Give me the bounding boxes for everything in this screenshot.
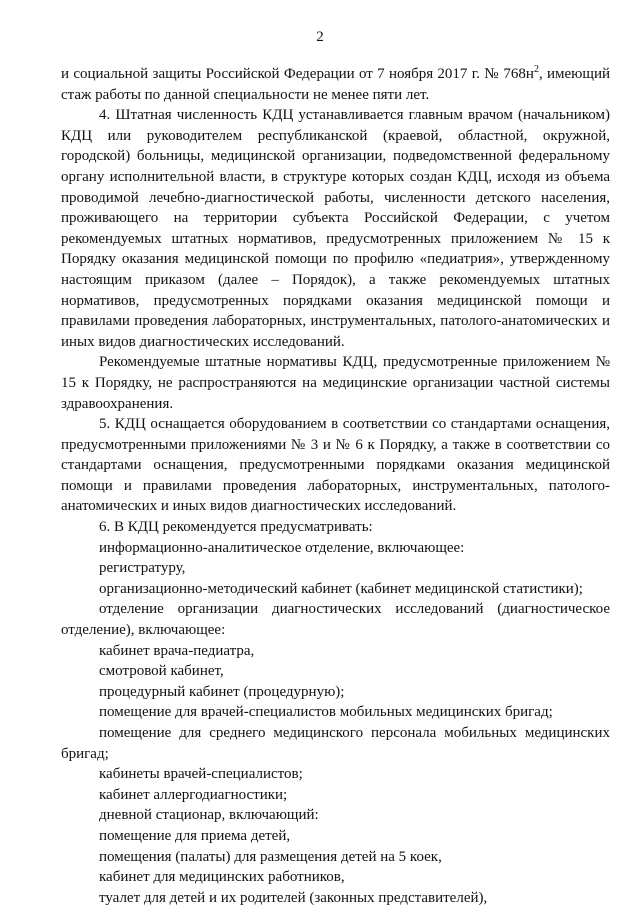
- list-item: кабинет врача-педиатра,: [99, 642, 255, 659]
- list-item: информационно-аналитическое отделение, включающее:: [99, 539, 465, 556]
- list-item: отделение организации диагностических исследований (диагностическое отделение), включающее:: [61, 601, 610, 639]
- list-item: помещение для среднего медицинского персонала мобильных медицинских бригад;: [61, 725, 610, 762]
- list-item: дневной стационар, включающий:: [99, 807, 319, 824]
- paragraph-text: , имеющий стаж работы по данной специальности не менее пяти лет.: [61, 66, 610, 103]
- paragraph-continuation: [61, 64, 610, 105]
- list-item: помещение для врачей-специалистов мобильных медицинских бригад;: [99, 704, 553, 721]
- list-item: помещения (палаты) для размещения детей на 5 коек,: [99, 848, 442, 865]
- page-number: 2: [316, 29, 324, 45]
- paragraph-item-4: 4. Штатная численность КДЦ устанавливается главным врачом (начальником) КДЦ или руководителем республиканской (краевой, областной, окружной, городской) больницы, медицинской организации, подведомственной федеральному органу исполнительной власти, в структуре которых создан КДЦ, исходя из объема проводимой лечебно-диагностической работы, численности детского населения, проживающего на территории субъекта Российской Федерации, с учетом рекомендуемых штатных нормативов, предусмотренных приложением № 15 к Порядку оказания медицинской помощи по профилю «педиатрия», утвержденному настоящим приказом (далее – Порядок), а также рекомендуемых штатных нормативов, предусмотренных порядками оказания медицинской помощи и правилами проведения лабораторных, инструментальных, патолого-анатомических и иных видов диагностических исследований.: [61, 107, 610, 350]
- list-item: регистратуру,: [99, 560, 186, 577]
- list-item: кабинет для медицинских работников,: [99, 869, 345, 886]
- list-item: туалет для детей и их родителей (законных представителей),: [99, 889, 488, 906]
- list-item: кабинет аллергодиагностики;: [99, 786, 288, 803]
- document-body: [61, 64, 610, 908]
- paragraph-item-5: 5. КДЦ оснащается оборудованием в соответствии со стандартами оснащения, предусмотренными приложениями № 3 и № 6 к Порядку, а также в соответствии со стандартами оснащения, предусмотренными порядками оказания медицинской помощи и правилами проведения лабораторных, инструментальных, патологоанатомических и иных видов диагностических исследований.: [61, 416, 610, 515]
- paragraph-staff-norms: Рекомендуемые штатные нормативы КДЦ, предусмотренные приложением № 15 к Порядку, не распространяются на медицинские организации частной системы здравоохранения.: [61, 354, 610, 412]
- paragraph-item-6: 6. В КДЦ рекомендуется предусматривать:: [99, 519, 373, 536]
- paragraph-text: и социальной защиты Российской Федерации от 7 ноября 2017 г. № 768н: [61, 66, 534, 82]
- list-item: смотровой кабинет,: [99, 663, 224, 680]
- list-item: организационно-методический кабинет (кабинет медицинской статистики);: [99, 580, 583, 597]
- list-item: процедурный кабинет (процедурную);: [99, 683, 345, 700]
- footnote-marker: 2: [533, 64, 539, 75]
- list-item: помещение для приема детей,: [99, 827, 291, 844]
- list-item: кабинеты врачей-специалистов;: [99, 766, 303, 783]
